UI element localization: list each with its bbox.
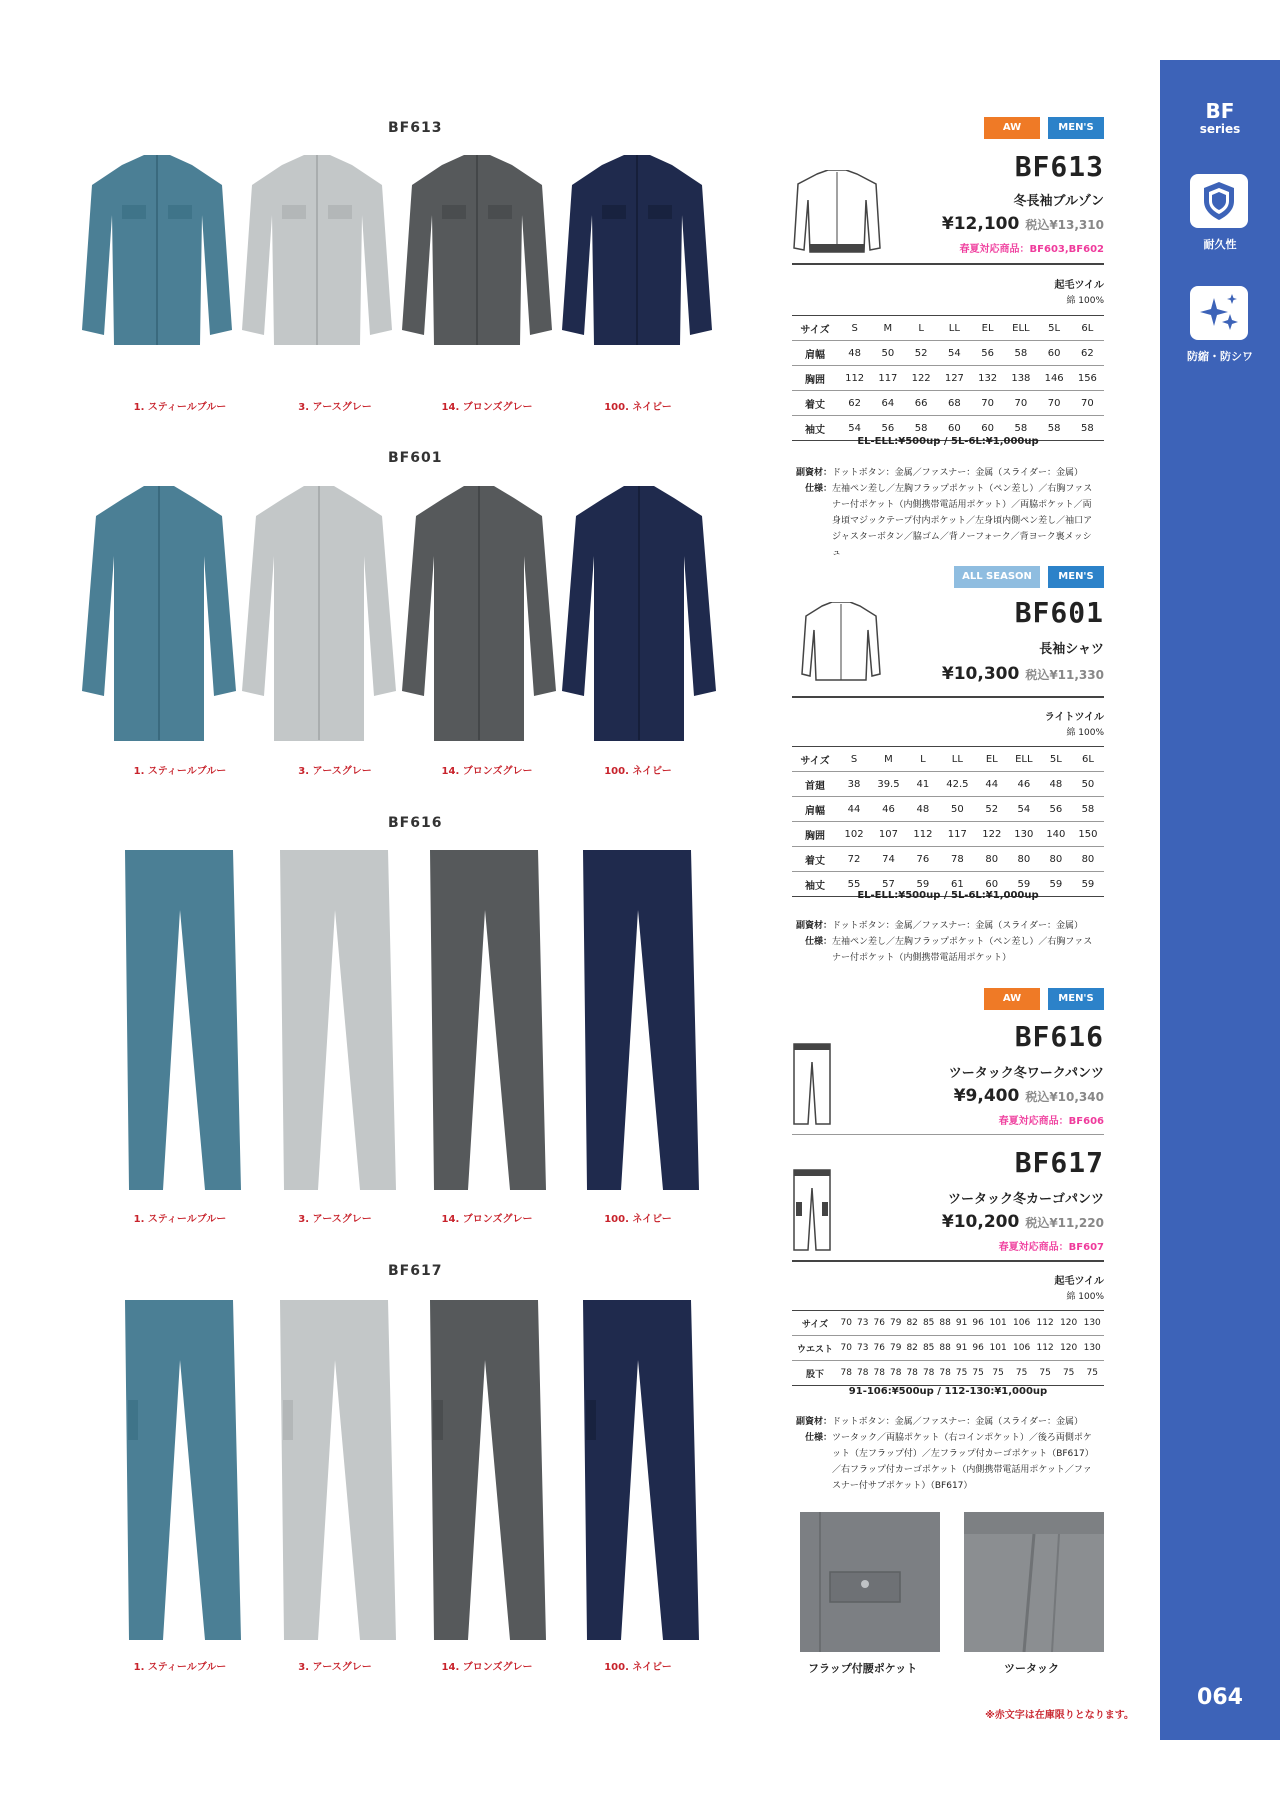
size-cell: 59 bbox=[1008, 872, 1040, 897]
size-cell: 首廻 bbox=[792, 772, 838, 797]
table-row bbox=[792, 797, 1104, 822]
size-cell: 胸囲 bbox=[792, 822, 838, 847]
bf617-color-label-14: 14. ブロンズグレー bbox=[441, 1662, 533, 1673]
shirt-bronze-gray bbox=[402, 486, 556, 741]
bf616-color-label-1: 1. スティールブルー bbox=[133, 1214, 227, 1225]
table-row bbox=[792, 1336, 1104, 1361]
flap-pocket-caption: フラップ付腰ポケット bbox=[808, 1662, 918, 1675]
size-cell: 75 bbox=[1057, 1361, 1081, 1386]
bf613-photo-title: BF613 bbox=[388, 120, 443, 136]
size-cell: 75 bbox=[1033, 1361, 1057, 1386]
size-cell: 122 bbox=[976, 822, 1008, 847]
size-cell: 76 bbox=[871, 1311, 887, 1336]
cargo-steel-blue bbox=[125, 1300, 241, 1640]
bf616-divider bbox=[792, 1134, 1104, 1135]
bf613-spec bbox=[792, 465, 1104, 561]
size-cell: 60 bbox=[976, 872, 1008, 897]
size-cell: 146 bbox=[1038, 366, 1071, 391]
bf613-spring-summer: 春夏対応商品：BF603,BF602 bbox=[959, 244, 1104, 255]
bf601-size-note: EL-ELL:¥500up / 5L-6L:¥1,000up bbox=[857, 890, 1039, 901]
size-cell: 70 bbox=[1004, 391, 1037, 416]
size-cell: 101 bbox=[986, 1311, 1010, 1336]
bf616-color-label-100: 100. ネイビー bbox=[604, 1214, 672, 1225]
cargo-navy bbox=[583, 1300, 699, 1640]
size-cell: S bbox=[838, 747, 870, 772]
size-cell: 70 bbox=[1071, 391, 1104, 416]
size-cell: 60 bbox=[938, 416, 971, 441]
bf613-color-label-3: 3. アースグレー bbox=[298, 402, 372, 413]
size-cell: 39.5 bbox=[870, 772, 907, 797]
size-cell: 70 bbox=[838, 1336, 854, 1361]
size-cell: サイズ bbox=[792, 316, 838, 341]
series-sub: series bbox=[1199, 122, 1241, 136]
bf613-badge-aw: AW bbox=[984, 117, 1040, 139]
size-header-row bbox=[792, 1311, 1104, 1336]
bf601-price-tax: 税込¥11,330 bbox=[1025, 668, 1104, 682]
size-cell: 112 bbox=[1033, 1311, 1057, 1336]
size-cell: 52 bbox=[976, 797, 1008, 822]
spec-text: 左袖ペン差し／左胸フラップポケット（ペン差し）／右胸ファスナー付ポケット（内側携帯電話用ポケット） bbox=[832, 937, 1093, 963]
spec-text: ドットボタン：金属／ファスナー：金属（スライダー：金属） bbox=[832, 468, 1084, 478]
bf601-color-label-14: 14. ブロンズグレー bbox=[441, 766, 533, 777]
size-cell: 61 bbox=[939, 872, 976, 897]
size-cell: サイズ bbox=[792, 747, 838, 772]
bf617-color-label-3: 3. アースグレー bbox=[298, 1662, 372, 1673]
bf617-spring-summer: 春夏対応商品：BF607 bbox=[998, 1242, 1104, 1253]
size-cell: 64 bbox=[871, 391, 904, 416]
size-cell: 117 bbox=[871, 366, 904, 391]
bf617-fabric-composition: 綿 100% bbox=[1066, 1292, 1104, 1302]
bf601-model-code: BF601 bbox=[1014, 596, 1104, 629]
bf601-size-table bbox=[792, 746, 1104, 897]
size-cell: 122 bbox=[905, 366, 938, 391]
two-tuck-caption: ツータック bbox=[1004, 1662, 1059, 1675]
size-cell: 106 bbox=[1010, 1336, 1034, 1361]
bf613-price bbox=[942, 214, 1104, 234]
bf601-color-label-3: 3. アースグレー bbox=[298, 766, 372, 777]
series-sidebar bbox=[1160, 60, 1280, 1740]
size-cell: 5L bbox=[1038, 316, 1071, 341]
size-cell: 78 bbox=[904, 1361, 920, 1386]
size-cell: 80 bbox=[1040, 847, 1072, 872]
size-cell: 6L bbox=[1072, 747, 1104, 772]
bf616-price bbox=[954, 1086, 1104, 1106]
size-cell: 5L bbox=[1040, 747, 1072, 772]
size-cell: 102 bbox=[838, 822, 870, 847]
size-cell: 肩幅 bbox=[792, 797, 838, 822]
table-row bbox=[792, 822, 1104, 847]
size-cell: 88 bbox=[937, 1311, 953, 1336]
flap-pocket-detail-photo bbox=[800, 1512, 940, 1652]
size-cell: 59 bbox=[1072, 872, 1104, 897]
bf616-color-label-3: 3. アースグレー bbox=[298, 1214, 372, 1225]
size-cell: 54 bbox=[838, 416, 871, 441]
size-cell: L bbox=[905, 316, 938, 341]
spec-label: 仕様： bbox=[804, 1433, 832, 1443]
series-main: BF bbox=[1205, 99, 1235, 123]
size-cell: 79 bbox=[887, 1336, 903, 1361]
size-cell: 150 bbox=[1072, 822, 1104, 847]
size-cell: 120 bbox=[1057, 1311, 1081, 1336]
size-cell: 48 bbox=[1040, 772, 1072, 797]
bf601-fabric: ライトツイル bbox=[1044, 712, 1104, 723]
size-cell: 38 bbox=[838, 772, 870, 797]
bf613-product-name: 冬長袖ブルゾン bbox=[1013, 194, 1104, 209]
size-header-row bbox=[792, 747, 1104, 772]
bf601-product-name: 長袖シャツ bbox=[1039, 642, 1104, 657]
size-cell: 胸囲 bbox=[792, 366, 838, 391]
size-cell: 58 bbox=[1004, 416, 1037, 441]
bf613-size-note: EL-ELL:¥500up / 5L-6L:¥1,000up bbox=[857, 436, 1039, 447]
size-cell: 62 bbox=[838, 391, 871, 416]
bf601-color-label-100: 100. ネイビー bbox=[604, 766, 672, 777]
size-cell: 91 bbox=[953, 1336, 969, 1361]
size-cell: 130 bbox=[1080, 1311, 1104, 1336]
series-label bbox=[1160, 100, 1280, 136]
size-cell: 85 bbox=[920, 1336, 936, 1361]
size-cell: 着丈 bbox=[792, 847, 838, 872]
sparkle-icon bbox=[1190, 286, 1248, 340]
size-cell: 46 bbox=[1008, 772, 1040, 797]
size-cell: 73 bbox=[854, 1311, 870, 1336]
size-cell: 袖丈 bbox=[792, 416, 838, 441]
size-cell: 48 bbox=[907, 797, 939, 822]
size-cell: 44 bbox=[976, 772, 1008, 797]
size-cell: 79 bbox=[887, 1311, 903, 1336]
bf613-fabric-composition: 綿 100% bbox=[1066, 296, 1104, 306]
table-row bbox=[792, 847, 1104, 872]
bf613-price-main: ¥12,100 bbox=[941, 214, 1020, 234]
size-cell: 91 bbox=[953, 1311, 969, 1336]
bf617-price bbox=[942, 1212, 1104, 1232]
bf613-price-tax: 税込¥13,310 bbox=[1025, 218, 1104, 232]
size-cell: 50 bbox=[939, 797, 976, 822]
size-cell: 50 bbox=[1072, 772, 1104, 797]
size-cell: 76 bbox=[907, 847, 939, 872]
size-cell: 股下 bbox=[792, 1361, 838, 1386]
size-cell: 48 bbox=[838, 341, 871, 366]
size-cell: 58 bbox=[1004, 341, 1037, 366]
size-cell: 88 bbox=[937, 1336, 953, 1361]
pants-earth-gray bbox=[280, 850, 396, 1190]
bf613-color-label-14: 14. ブロンズグレー bbox=[441, 402, 533, 413]
size-cell: 75 bbox=[953, 1361, 969, 1386]
bf616-sketch bbox=[792, 1042, 832, 1126]
table-row bbox=[792, 1361, 1104, 1386]
size-cell: 59 bbox=[907, 872, 939, 897]
shirt-steel-blue bbox=[82, 486, 236, 741]
bf613-size-table bbox=[792, 315, 1104, 441]
bf616-product-name: ツータック冬ワークパンツ bbox=[948, 1066, 1104, 1081]
size-cell: 58 bbox=[905, 416, 938, 441]
size-cell: 80 bbox=[1072, 847, 1104, 872]
table-row bbox=[792, 341, 1104, 366]
shirt-navy bbox=[562, 486, 716, 741]
size-cell: 117 bbox=[939, 822, 976, 847]
size-cell: 76 bbox=[871, 1336, 887, 1361]
size-cell: M bbox=[871, 316, 904, 341]
size-cell: 78 bbox=[939, 847, 976, 872]
size-cell: 78 bbox=[920, 1361, 936, 1386]
jacket-steel-blue bbox=[82, 155, 232, 345]
size-header-row bbox=[792, 316, 1104, 341]
size-cell: 62 bbox=[1071, 341, 1104, 366]
bf601-color-label-1: 1. スティールブルー bbox=[133, 766, 227, 777]
size-cell: EL bbox=[976, 747, 1008, 772]
bf616-spring-summer: 春夏対応商品：BF606 bbox=[998, 1116, 1104, 1127]
size-cell: 55 bbox=[838, 872, 870, 897]
size-cell: 72 bbox=[838, 847, 870, 872]
bf613-badge-mens: MEN'S bbox=[1048, 117, 1104, 139]
bf613-model-code: BF613 bbox=[1014, 150, 1104, 183]
stock-footnote: ※赤文字は在庫限りとなります。 bbox=[985, 1710, 1134, 1721]
bf601-badge-all-season: ALL SEASON bbox=[954, 566, 1040, 588]
bf616-price-main: ¥9,400 bbox=[953, 1086, 1020, 1106]
size-cell: 75 bbox=[1080, 1361, 1104, 1386]
size-cell: 袖丈 bbox=[792, 872, 838, 897]
size-cell: 96 bbox=[970, 1336, 986, 1361]
size-cell: EL bbox=[971, 316, 1004, 341]
spec-text: ドットボタン：金属／ファスナー：金属（スライダー：金属） bbox=[832, 1417, 1084, 1427]
size-cell: ELL bbox=[1004, 316, 1037, 341]
size-cell: 101 bbox=[986, 1336, 1010, 1361]
pants-bronze-gray bbox=[430, 850, 546, 1190]
bf613-sketch bbox=[792, 170, 882, 256]
size-cell: 112 bbox=[907, 822, 939, 847]
size-cell: ウエスト bbox=[792, 1336, 838, 1361]
bf616-color-label-14: 14. ブロンズグレー bbox=[441, 1214, 533, 1225]
size-cell: 130 bbox=[1008, 822, 1040, 847]
size-cell: 60 bbox=[1038, 341, 1071, 366]
size-cell: 70 bbox=[1038, 391, 1071, 416]
spec-label: 副資材： bbox=[795, 468, 832, 478]
size-cell: 70 bbox=[838, 1311, 854, 1336]
spec-label: 副資材： bbox=[795, 1417, 832, 1427]
bf613-color-label-1: 1. スティールブルー bbox=[133, 402, 227, 413]
size-cell: 130 bbox=[1080, 1336, 1104, 1361]
size-cell: 82 bbox=[904, 1311, 920, 1336]
size-cell: 58 bbox=[1038, 416, 1071, 441]
jacket-earth-gray bbox=[242, 155, 392, 345]
size-cell: 140 bbox=[1040, 822, 1072, 847]
size-cell: LL bbox=[939, 747, 976, 772]
spec-label: 副資材： bbox=[795, 921, 832, 931]
bf601-spec bbox=[792, 918, 1104, 966]
bf601-photo-title: BF601 bbox=[388, 450, 443, 466]
spec-label: 仕様： bbox=[804, 937, 832, 947]
size-cell: 66 bbox=[905, 391, 938, 416]
spec-text: ツータック／両脇ポケット（右コインポケット）／後ろ両側ポケット（左フラップ付）／左フラップ付カーゴポケット（BF617）／右フラップ付カーゴポケット（内側携帯電話用ポケット／ファスナー付サブポケット）（BF617） bbox=[832, 1433, 1094, 1491]
size-cell: 59 bbox=[1040, 872, 1072, 897]
size-cell: ELL bbox=[1008, 747, 1040, 772]
bf601-badge-mens: MEN'S bbox=[1048, 566, 1104, 588]
size-cell: 80 bbox=[976, 847, 1008, 872]
size-cell: L bbox=[907, 747, 939, 772]
size-cell: 80 bbox=[1008, 847, 1040, 872]
bf617-divider bbox=[792, 1260, 1104, 1262]
size-cell: 78 bbox=[871, 1361, 887, 1386]
pants-navy bbox=[583, 850, 699, 1190]
size-cell: 132 bbox=[971, 366, 1004, 391]
size-cell: 46 bbox=[870, 797, 907, 822]
bf613-color-label-100: 100. ネイビー bbox=[604, 402, 672, 413]
page-number: 064 bbox=[1197, 1685, 1243, 1710]
shield-icon bbox=[1190, 174, 1248, 228]
bf601-fabric-composition: 綿 100% bbox=[1066, 728, 1104, 738]
table-row bbox=[792, 366, 1104, 391]
bf613-jacket-photos bbox=[82, 150, 742, 390]
cargo-earth-gray bbox=[280, 1300, 396, 1640]
bf613-fabric: 起毛ツイル bbox=[1054, 280, 1104, 291]
bf617-model-code: BF617 bbox=[1014, 1146, 1104, 1179]
spec-label: 仕様： bbox=[804, 484, 832, 494]
size-cell: 75 bbox=[970, 1361, 986, 1386]
bf601-shirt-photos bbox=[82, 482, 742, 744]
size-cell: 70 bbox=[971, 391, 1004, 416]
bf617-photo-title: BF617 bbox=[388, 1263, 443, 1279]
size-cell: 138 bbox=[1004, 366, 1037, 391]
bf616-photo-title: BF616 bbox=[388, 815, 443, 831]
bf616-model-code: BF616 bbox=[1014, 1020, 1104, 1053]
bf616-badge-mens: MEN'S bbox=[1048, 988, 1104, 1010]
bf616-price-tax: 税込¥10,340 bbox=[1025, 1090, 1104, 1104]
size-cell: 41 bbox=[907, 772, 939, 797]
bf617-fabric: 起毛ツイル bbox=[1054, 1276, 1104, 1287]
two-tuck-detail-photo bbox=[964, 1512, 1104, 1652]
bf617-price-main: ¥10,200 bbox=[941, 1212, 1020, 1232]
size-cell: 120 bbox=[1057, 1336, 1081, 1361]
bf617-sketch bbox=[792, 1168, 832, 1252]
shirt-earth-gray bbox=[242, 486, 396, 741]
bf616-pants-photos bbox=[120, 850, 720, 1195]
size-cell: 68 bbox=[938, 391, 971, 416]
size-cell: 106 bbox=[1010, 1311, 1034, 1336]
size-cell: 58 bbox=[1071, 416, 1104, 441]
jacket-navy bbox=[562, 155, 712, 345]
size-cell: 54 bbox=[938, 341, 971, 366]
size-cell: 58 bbox=[1072, 797, 1104, 822]
size-cell: LL bbox=[938, 316, 971, 341]
size-cell: 60 bbox=[971, 416, 1004, 441]
size-cell: 75 bbox=[1010, 1361, 1034, 1386]
bf617-product-name: ツータック冬カーゴパンツ bbox=[947, 1192, 1104, 1207]
bf601-price-main: ¥10,300 bbox=[941, 664, 1020, 684]
size-cell: 56 bbox=[871, 416, 904, 441]
bf601-divider bbox=[792, 696, 1104, 698]
size-cell: 78 bbox=[838, 1361, 854, 1386]
size-cell: 73 bbox=[854, 1336, 870, 1361]
size-cell: 54 bbox=[1008, 797, 1040, 822]
spec-text: ドットボタン：金属／ファスナー：金属（スライダー：金属） bbox=[832, 921, 1084, 931]
table-row bbox=[792, 772, 1104, 797]
size-cell: 75 bbox=[986, 1361, 1010, 1386]
bf601-price bbox=[942, 664, 1104, 684]
table-row bbox=[792, 391, 1104, 416]
size-cell: S bbox=[838, 316, 871, 341]
bf617-size-table bbox=[792, 1310, 1104, 1386]
size-cell: 42.5 bbox=[939, 772, 976, 797]
size-cell: 44 bbox=[838, 797, 870, 822]
size-cell: 着丈 bbox=[792, 391, 838, 416]
size-cell: サイズ bbox=[792, 1311, 838, 1336]
size-cell: 85 bbox=[920, 1311, 936, 1336]
cargo-bronze-gray bbox=[430, 1300, 546, 1640]
feature-durability: 耐久性 bbox=[1203, 238, 1237, 251]
bf617-pants-photos bbox=[120, 1300, 720, 1645]
bf617-spec bbox=[792, 1414, 1104, 1494]
size-cell: 52 bbox=[905, 341, 938, 366]
spec-text: 左袖ペン差し／左胸フラップポケット（ペン差し）／右胸ファスナー付ポケット（内側携帯電話用ポケット）／両脇ポケット／両身頃マジックテープ付内ポケット／左身頃内側ペン差し／袖口アジャスターボタン／脇ゴム／背ノーフォーク／背ヨーク裏メッシュ bbox=[832, 484, 1093, 558]
size-cell: M bbox=[870, 747, 907, 772]
size-cell: 56 bbox=[971, 341, 1004, 366]
size-cell: 6L bbox=[1071, 316, 1104, 341]
bf617-price-tax: 税込¥11,220 bbox=[1025, 1216, 1104, 1230]
size-cell: 50 bbox=[871, 341, 904, 366]
feature-shrink-wrinkle: 防縮・防シワ bbox=[1187, 350, 1253, 363]
size-cell: 74 bbox=[870, 847, 907, 872]
bf617-color-label-1: 1. スティールブルー bbox=[133, 1662, 227, 1673]
bf617-size-note: 91-106:¥500up / 112-130:¥1,000up bbox=[848, 1386, 1048, 1397]
size-cell: 107 bbox=[870, 822, 907, 847]
size-cell: 57 bbox=[870, 872, 907, 897]
size-cell: 肩幅 bbox=[792, 341, 838, 366]
size-cell: 112 bbox=[838, 366, 871, 391]
size-cell: 78 bbox=[937, 1361, 953, 1386]
pants-steel-blue bbox=[125, 850, 241, 1190]
jacket-bronze-gray bbox=[402, 155, 552, 345]
size-cell: 96 bbox=[970, 1311, 986, 1336]
bf616-badge-aw: AW bbox=[984, 988, 1040, 1010]
bf601-sketch bbox=[800, 602, 882, 682]
size-cell: 82 bbox=[904, 1336, 920, 1361]
size-cell: 78 bbox=[887, 1361, 903, 1386]
bf613-divider bbox=[792, 263, 1104, 265]
size-cell: 112 bbox=[1033, 1336, 1057, 1361]
size-cell: 156 bbox=[1071, 366, 1104, 391]
size-cell: 78 bbox=[854, 1361, 870, 1386]
size-cell: 127 bbox=[938, 366, 971, 391]
size-cell: 56 bbox=[1040, 797, 1072, 822]
bf617-color-label-100: 100. ネイビー bbox=[604, 1662, 672, 1673]
